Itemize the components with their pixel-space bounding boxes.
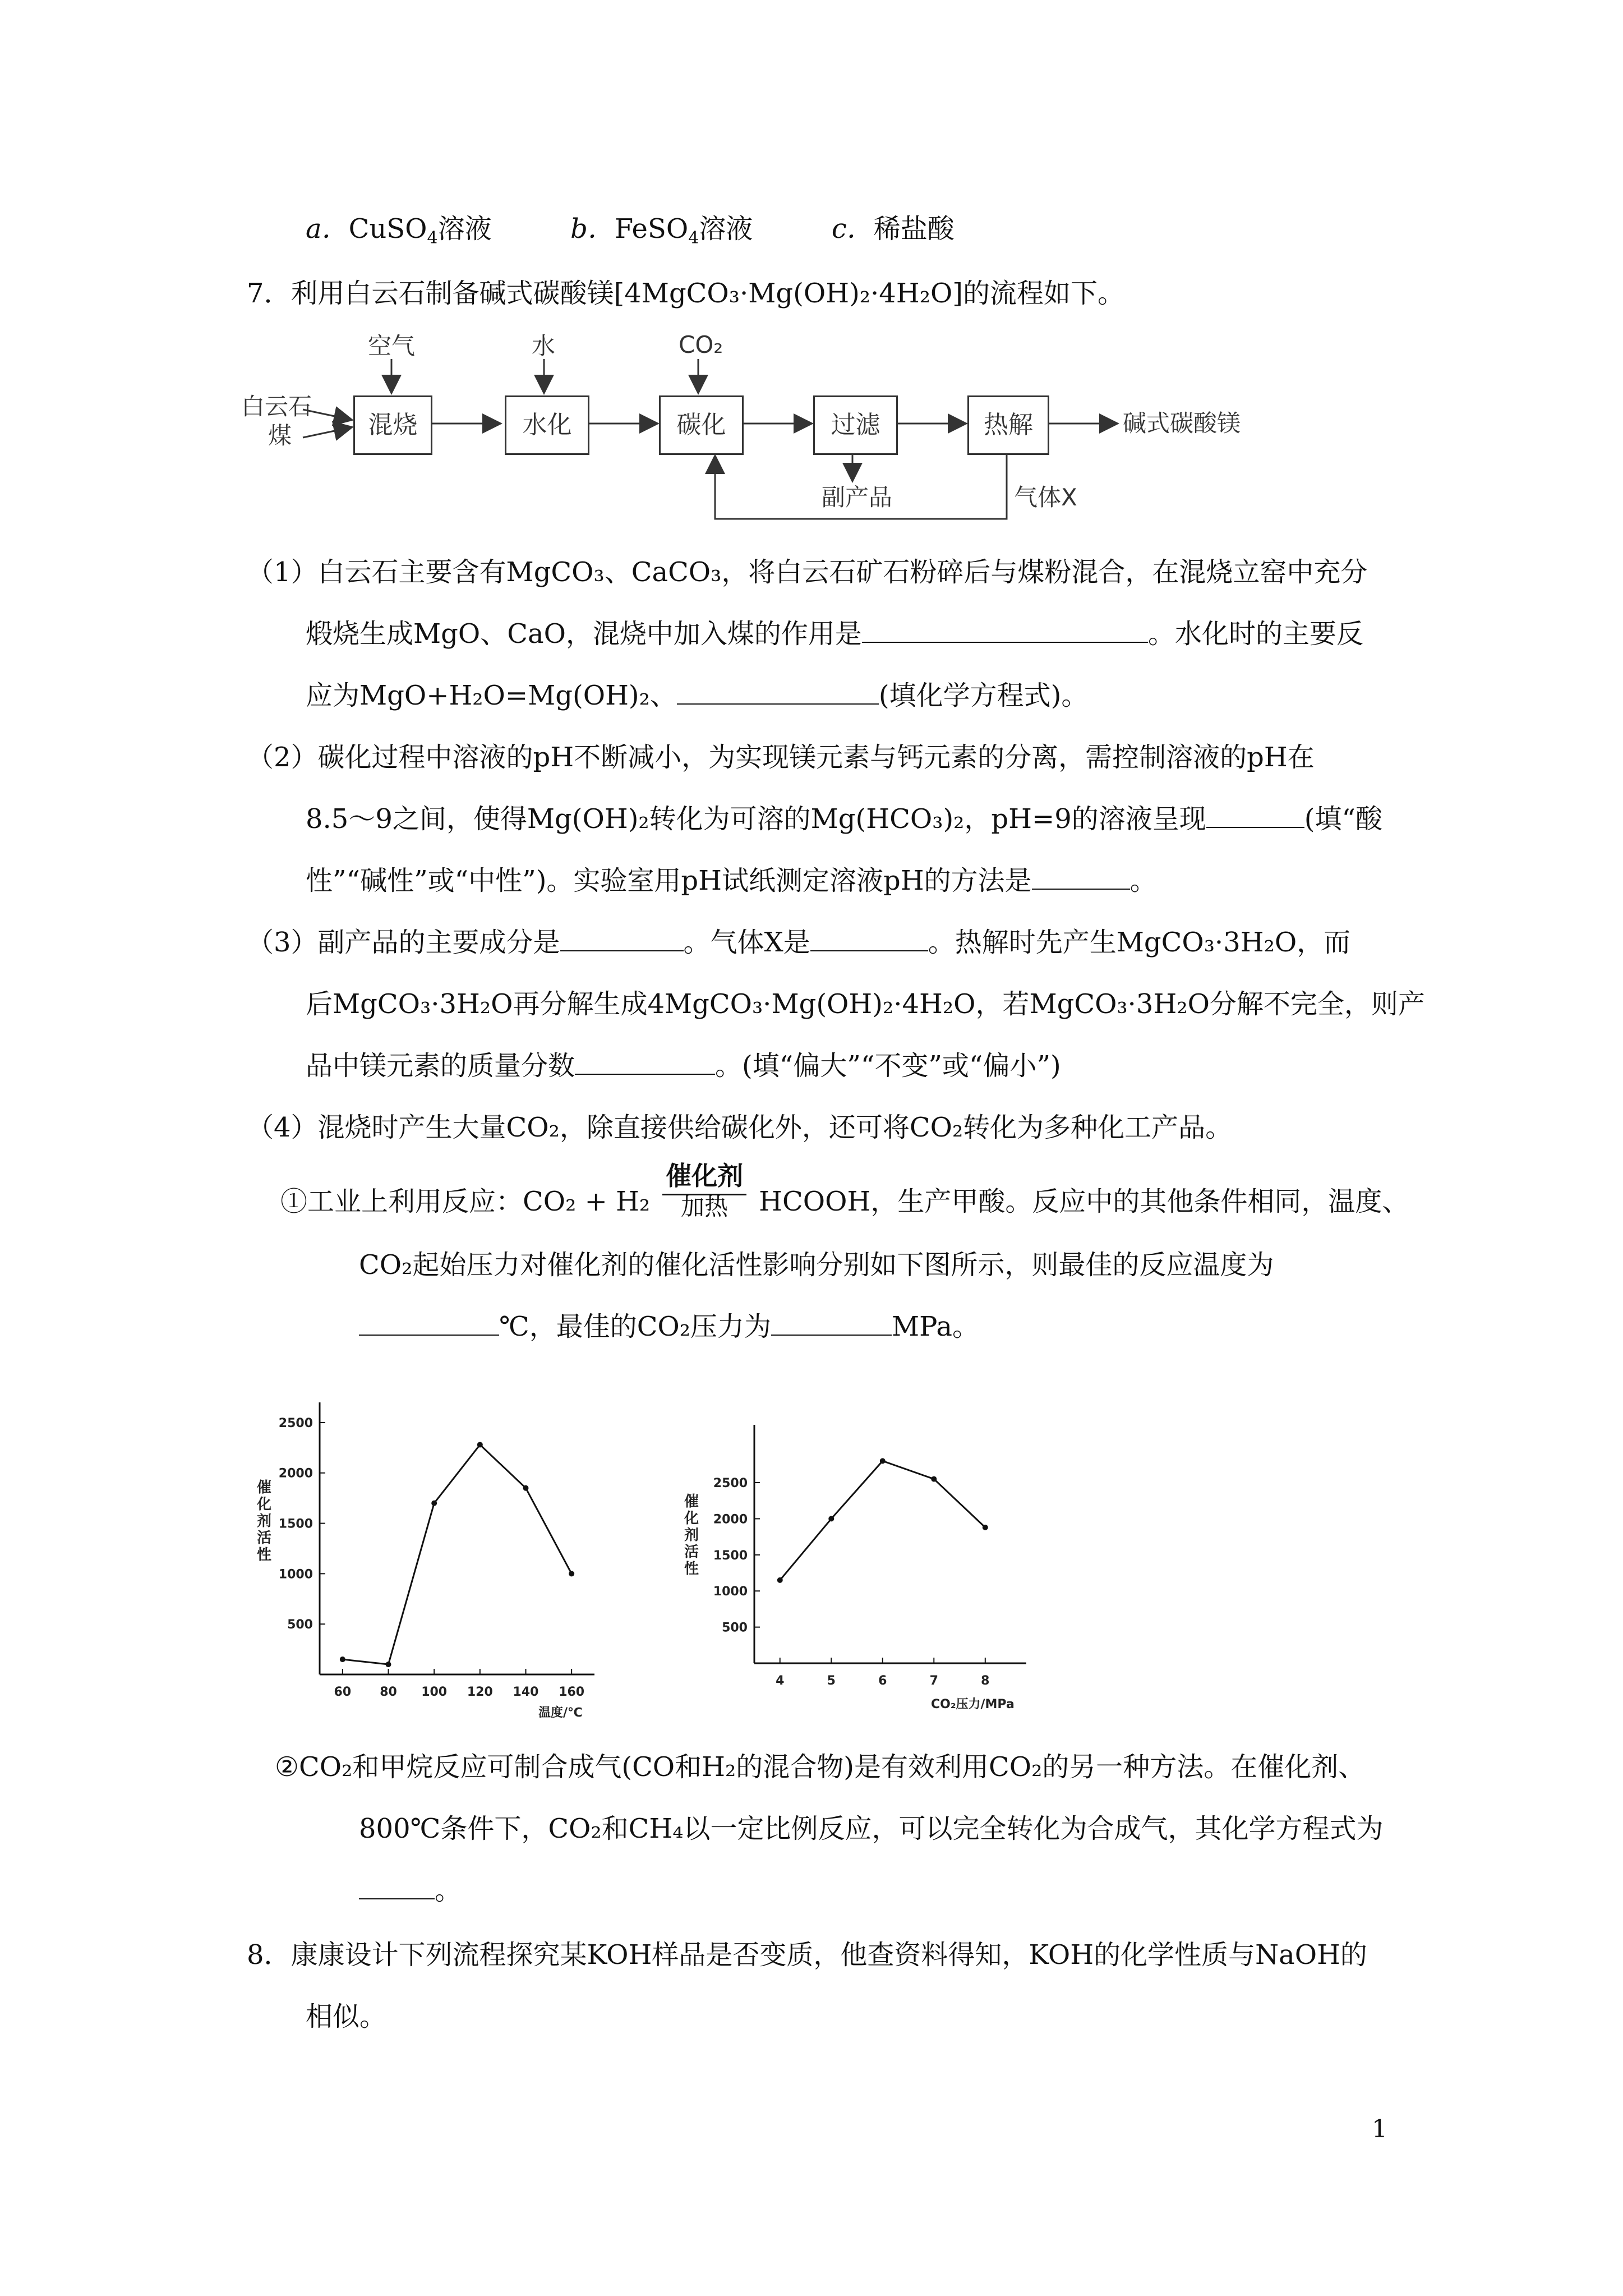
option-b-label: b． [570,213,615,245]
q7-part4-1-line2: CO₂起始压力对催化剂的催化活性影响分别如下图所示，则最佳的反应温度为 [359,1249,1274,1281]
data-point [477,1442,483,1447]
x-tick-label: 5 [827,1674,836,1688]
q7-part4-1-line1: ①工业上利用反应：CO₂ + H₂ 催化剂 加热 HCOOH，生产甲酸。反应中的其他条件相同，温度、 [280,1161,1409,1221]
flow-label-water: 水 [532,332,556,360]
flow-box-filtration: 过滤 [813,395,898,455]
flow-gas-x: 气体X [1014,484,1077,511]
flow-byproduct: 副产品 [822,484,893,511]
y-tick-label: 1500 [278,1517,313,1531]
y-tick-label: 2500 [278,1416,313,1430]
data-point [880,1458,886,1464]
series-line [343,1444,571,1664]
x-tick-label: 8 [981,1674,990,1688]
flow-label-co2: CO₂ [679,331,723,358]
q7-part4-2-line1: ②CO₂和甲烷反应可制合成气(CO和H₂的混合物)是有效利用CO₂的另一种方法。在催化剂、 [275,1751,1366,1783]
data-point [431,1501,437,1506]
flow-label-air: 空气 [368,332,416,360]
data-point [983,1525,988,1530]
answer-blank[interactable] [862,617,1148,643]
answer-blank[interactable] [560,926,684,951]
q7-part3-line1: （3）副产品的主要成分是 。气体X是 。热解时先产生MgCO₃·3H₂O，而 [247,927,1351,958]
flow-diagram [241,331,1307,533]
data-point [777,1577,783,1583]
q7-part4-2-line3: 。 [359,1874,462,1907]
flow-output: 碱式碳酸镁 [1123,409,1241,437]
data-point [340,1657,345,1662]
y-tick-label: 2000 [713,1512,748,1527]
answer-blank[interactable] [677,679,879,705]
option-c-label: c． [831,213,874,245]
flow-box-pyrolysis: 热解 [967,395,1049,455]
q8-line2: 相似。 [306,2001,387,2032]
page-number: 1 [1372,2115,1387,2143]
x-tick-label: 60 [334,1685,352,1699]
y-tick-label: 1000 [713,1585,748,1599]
q7-part4-1-line3: ℃，最佳的CO₂压力为 MPa。 [359,1310,979,1343]
x-tick-label: 4 [776,1674,785,1688]
chart2-x-title: CO₂压力/MPa [931,1697,1015,1711]
chart1-y-title: 催化剂活性 [257,1479,272,1563]
x-tick-label: 120 [467,1685,493,1699]
flow-box-carbonation: 碳化 [659,395,744,455]
options-line: a．CuSO$_4$溶液 b．FeSO$_4$溶液 c．稀盐酸 [306,213,955,248]
x-tick-label: 140 [513,1685,539,1699]
answer-blank[interactable] [359,1310,499,1336]
q8-line1: 8．康康设计下列流程探究某KOH样品是否变质，他查资料得知，KOH的化学性质与NaOH的 [247,1939,1367,1971]
chart-temperature-activity [247,1391,684,1728]
q7-part3-line2: 后MgCO₃·3H₂O再分解生成4MgCO₃·Mg(OH)₂·4H₂O，若MgCO₃·3H₂O分解不完全，则产 [306,988,1425,1020]
data-point [569,1571,574,1576]
q7-part2-line1: （2）碳化过程中溶液的pH不断减小，为实现镁元素与钙元素的分离，需控制溶液的pH在 [247,742,1315,773]
y-tick-label: 1000 [278,1567,313,1582]
q7-part1-line2: 煅烧生成MgO、CaO，混烧中加入煤的作用是 。水化时的主要反 [306,618,1363,650]
q7-part4-2-line2: 800℃条件下，CO₂和CH₄以一定比例反应，可以完全转化为合成气，其化学方程式为 [359,1813,1384,1844]
x-tick-label: 6 [878,1674,887,1688]
y-tick-label: 2500 [713,1476,748,1491]
data-point [523,1485,529,1491]
answer-blank[interactable] [575,1049,715,1075]
reaction-condition: 催化剂 加热 [662,1185,746,1218]
q7-part1-line1: （1）白云石主要含有MgCO₃、CaCO₃，将白云石矿石粉碎后与煤粉混合，在混烧立窑中充分 [247,556,1368,588]
flow-input-bottom: 煤 [268,422,292,449]
option-a-label: a． [306,213,349,245]
data-point [828,1516,834,1521]
q7-part4-line1: （4）混烧时产生大量CO₂，除直接供给碳化外，还可将CO₂转化为多种化工产品。 [247,1112,1233,1143]
y-tick-label: 500 [287,1618,313,1632]
series-line [780,1461,985,1580]
flow-box-mix-burn: 混烧 [353,395,432,455]
answer-blank[interactable] [1206,802,1304,828]
answer-blank[interactable] [1032,864,1130,890]
y-tick-label: 500 [722,1621,748,1635]
flow-box-hydration: 水化 [505,395,589,455]
answer-blank[interactable] [810,926,928,951]
data-point [386,1662,391,1667]
q7-intro: 7．利用白云石制备碱式碳酸镁[4MgCO₃·Mg(OH)₂·4H₂O]的流程如下。 [247,278,1125,309]
q7-part2-line3: 性”“碱性”或“中性”)。实验室用pH试纸测定溶液pH的方法是 。 [306,865,1157,896]
q7-part3-line3: 品中镁元素的质量分数 。(填“偏大”“不变”或“偏小”) [306,1050,1061,1082]
x-tick-label: 80 [380,1685,397,1699]
q7-part1-line3: 应为MgO+H₂O=Mg(OH)₂、 (填化学方程式)。 [306,680,1089,711]
answer-blank[interactable] [771,1310,892,1336]
chart2-y-title: 催化剂活性 [684,1493,699,1577]
y-tick-label: 2000 [278,1466,313,1481]
y-tick-label: 1500 [713,1548,748,1563]
chart1-x-title: 温度/℃ [538,1706,583,1720]
q7-part2-line2: 8.5～9之间，使得Mg(OH)₂转化为可溶的Mg(HCO₃)₂，pH=9的溶液呈现 (填“酸 [306,803,1383,835]
flow-input-top: 白云石 [241,393,312,420]
chart-pressure-activity [673,1416,1099,1731]
x-tick-label: 7 [929,1674,938,1688]
answer-blank[interactable] [359,1874,435,1899]
data-point [931,1476,937,1482]
x-tick-label: 160 [559,1685,585,1699]
x-tick-label: 100 [421,1685,448,1699]
